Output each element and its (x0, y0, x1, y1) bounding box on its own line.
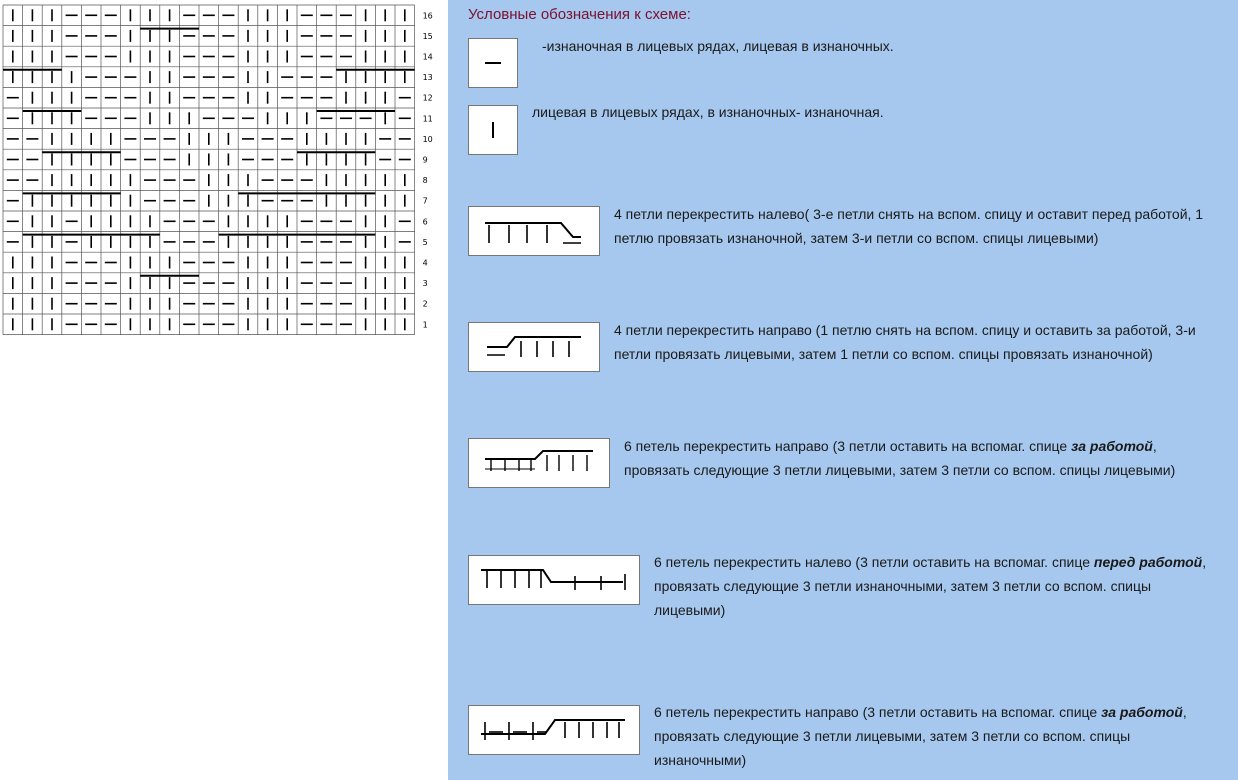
cross6-right-purl-icon (469, 706, 639, 754)
row-number: 3 (422, 279, 428, 289)
purl-symbol-box (468, 38, 518, 88)
cross6-right-knit-symbol-box (468, 438, 610, 488)
legend-cross6-right-knit-text (624, 434, 1224, 482)
legend-cross4-left-text: 4 петли перекрестить налево( 3-е петли снять на вспом. спицу и оставит перед работой, 1 петлю провязать изнаночной, затем 3-и петли со вспом. спицы лицевыми) (614, 206, 1204, 246)
legend-cross6-left-purl-emphasis: перед работой (1093, 554, 1203, 570)
legend-purl-text: -изнаночная в лицевых рядах, лицевая в изнаночных. (542, 38, 894, 54)
row-number: 1 (422, 320, 428, 330)
legend-cross6-right-purl-after: , провязать следующие 3 петли лицевыми, затем 3 петли со вспом. спицы изнаночными) (654, 704, 1187, 768)
legend-cross6-right-purl-text (654, 700, 1224, 772)
legend-panel (448, 0, 1238, 780)
cross6-left-purl-icon (469, 556, 639, 604)
legend-cross4-right-text: 4 петли перекрестить направо (1 петлю снять на вспом. спицу и оставить за работой, 3-и петли провязать лицевыми, затем 1 петли со вспом. спицы провязать изнаночной) (614, 322, 1196, 362)
legend-cross6-left-purl-before: 6 петель перекрестить налево (3 петли оставить на вспомаг. спице (654, 554, 1094, 570)
row-number: 6 (422, 217, 428, 227)
row-number: 13 (422, 73, 433, 83)
row-number: 8 (422, 176, 428, 186)
row-number: 15 (422, 31, 433, 41)
row-number: 4 (422, 258, 428, 268)
legend-cross6-right-purl-before: 6 петель перекрестить направо (3 петли оставить на вспомаг. спице (654, 704, 1102, 720)
legend-title: Условные обозначения к схеме: (468, 6, 691, 23)
legend-cross6-right-knit-emphasis: за работой (1071, 438, 1153, 454)
cross4-right-icon (469, 323, 599, 371)
row-number: 12 (422, 93, 433, 103)
purl-icon (469, 39, 517, 87)
row-number: 16 (422, 11, 433, 21)
legend-cross6-left-purl-after: , провязать следующие 3 петли изнаночными, затем 3 петли со вспом. спицы лицевыми) (654, 554, 1207, 618)
cross6-right-knit-icon (469, 439, 609, 487)
cross4-right-symbol-box (468, 322, 600, 372)
row-number: 7 (422, 196, 428, 206)
row-number: 14 (422, 52, 433, 62)
knit-icon (469, 106, 517, 154)
row-number: 5 (422, 237, 428, 247)
cross6-right-purl-symbol-box (468, 705, 640, 755)
cross4-left-icon (469, 207, 599, 255)
legend-cross6-left-purl-text (654, 550, 1224, 622)
legend-cross6-right-knit-after: , провязать следующие 3 петли лицевыми, затем 3 петли со вспом. спицы лицевыми) (624, 438, 1176, 478)
legend-knit-text: лицевая в лицевых рядах, в изнаночных- изнаночная. (532, 104, 884, 120)
row-number: 11 (422, 114, 433, 124)
row-number: 2 (422, 299, 428, 309)
legend-cross6-right-purl-emphasis: за работой (1101, 704, 1183, 720)
row-number: 9 (422, 155, 428, 165)
knitting-chart (0, 0, 446, 345)
chart-grid (0, 0, 446, 345)
knit-symbol-box (468, 105, 518, 155)
row-number: 10 (422, 134, 433, 144)
cross4-left-symbol-box (468, 206, 600, 256)
legend-cross6-right-knit-before: 6 петель перекрестить направо (3 петли оставить на вспомаг. спице (624, 438, 1072, 454)
cross6-left-purl-symbol-box (468, 555, 640, 605)
